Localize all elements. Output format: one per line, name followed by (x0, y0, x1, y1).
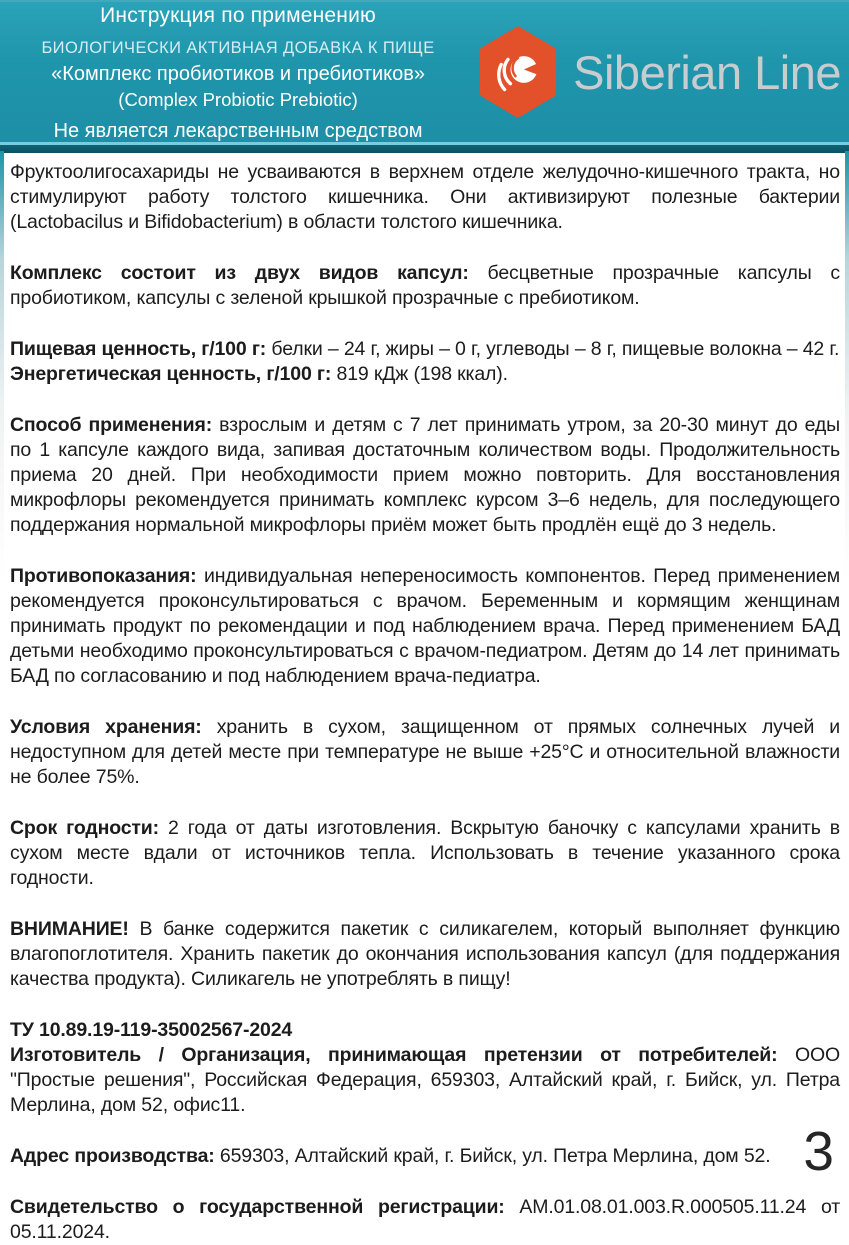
para-silica-gel-warning: ВНИМАНИЕ! В банке содержится пакетик с силикагелем, который выполняет функцию влагопоглотителя. Хранить пакетик до окончания использования капсул (для поддержания качества продукта). Силикагель не употреблять в пищу! (10, 918, 840, 990)
para-capsule-types: Комплекс состоит из двух видов капсул: бесцветные прозрачные капсулы с пробиотиком, капсулы с зеленой крышкой прозрачные с пребиотиком. (10, 262, 840, 309)
header-title-block (0, 2, 476, 143)
not-a-medicine-disclaimer: Не является лекарственным средством (53, 119, 423, 142)
para-production-address: Адрес производства: 659303, Алтайский край, г. Бийск, ул. Петра Мерлина, дом 52. (10, 1145, 771, 1167)
para-tu-number: ТУ 10.89.19-119-35002567-2024 (10, 1019, 293, 1041)
para-state-registration: Свидетельство о государственной регистрации: АМ.01.08.01.003.R.000505.11.24 от 05.11.2024. (10, 1196, 840, 1243)
para-energy-value: Энергетическая ценность, г/100 г: 819 кДж (198 ккал). (10, 363, 508, 385)
right-edge-rule (845, 151, 849, 581)
brand-hexagon-icon (476, 26, 560, 118)
brand-logo (476, 26, 849, 118)
para-nutrition-value: Пищевая ценность, г/100 г: белки – 24 г, жиры – 0 г, углеводы – 8 г, пищевые волокна – 42 г. (10, 338, 840, 360)
para-manufacturer: Изготовитель / Организация, принимающая претензии от потребителей: ООО "Простые решения", Российская Федерация, 659303, Алтайский край, г. Бийск, ул. Петра Мерлина, дом 52, офис11. (10, 1044, 840, 1116)
product-name-ru: «Комплекс пробиотиков и пребиотиков» (51, 62, 425, 85)
page-number: 3 (803, 1120, 834, 1182)
instruction-title: Инструкция по применению (100, 3, 376, 27)
header-separator-dark (0, 145, 849, 153)
supplement-type-label: БИОЛОГИЧЕСКИ АКТИВНАЯ ДОБАВКА К ПИЩЕ (41, 38, 435, 57)
para-storage-conditions: Условия хранения: хранить в сухом, защищенном от прямых солнечных лучей и недоступном для детей месте при температуре не выше +25°С и относительной влажности не более 75%. (10, 716, 841, 788)
product-name-en: (Complex Probiotic Prebiotic) (118, 88, 358, 110)
para-contraindications: Противопоказания: индивидуальная непереносимость компонентов. Перед применением рекомендуется проконсультироваться с врачом. Беременным и кормящим женщинам принимать продукт по рекомендации и под наблюдением врача. Перед применением БАД детьми необходимо проконсультироваться с врачом-педиатром. Детям до 14 лет принимать БАД по согласованию и под наблюдением врача-педиатра. (10, 565, 840, 687)
para-usage-directions: Способ применения: взрослым и детям с 7 лет принимать утром, за 20-30 минут до еды по 1 капсуле каждого вида, запивая достаточным количеством воды. Продолжительность приема 20 дней. При необходимости прием можно повторить. Для восстановления микрофлоры рекомендуется принимать комплекс курсом 3–6 недель, для последующего поддержания нормальной микрофлоры приём может быть продлён ещё до 3 недель. (10, 414, 840, 536)
leaflet-body (0, 153, 849, 1245)
header-band (0, 0, 849, 142)
left-edge-rule (0, 151, 4, 581)
para-fos-description: Фруктоолигосахариды не усваиваются в верхнем отделе желудочно-кишечного тракта, но стимулируют работу толстого кишечника. Они активизируют полезные бактерии (Lactobacilus и Bifidobacterium) в области толстого кишечника. (10, 161, 840, 233)
brand-name: Siberian Line (573, 45, 841, 99)
para-shelf-life: Срок годности: 2 года от даты изготовления. Вскрытую баночку с капсулами хранить в сухом месте вдали от источников тепла. Использовать в течение указанного срока годности. (10, 817, 840, 889)
